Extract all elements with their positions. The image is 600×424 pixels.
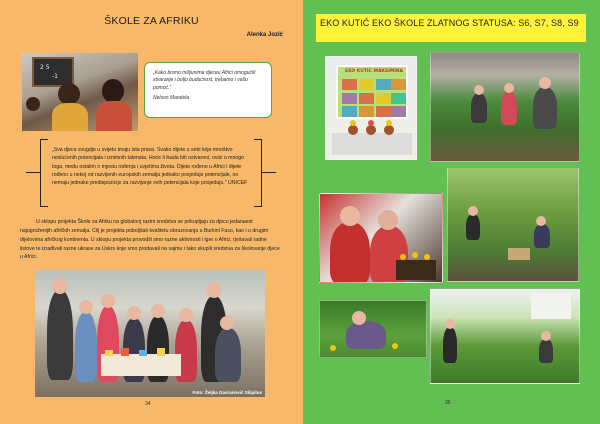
fair-table — [101, 354, 181, 376]
eco-corner-poster-photo — [325, 56, 417, 160]
article-author: Alenka Jozić — [246, 32, 283, 38]
children-classroom-photo — [22, 53, 138, 131]
garden-work-photo — [447, 167, 579, 282]
mandela-quote-box — [144, 62, 272, 118]
unicef-quote-text: „Sva djeca svugdje u svijetu imaju ista prava. Svako dijete u sebi krije mnoštvo neslućenih potencijala i iznimnih talenata. Hoće li ikada biti ostvareni, ovisi o mnogo toga, među ostalim o mjestu rođenja i uvjetima života. Dijete rođeno u Africi i dijete rođeno u nekoj od razvijenih europskih zemalja jednako posjeduje potencijale, no nemaju jednake predispozicije za razvijanje svih potencijala koje posjeduju." UNICEF — [52, 147, 248, 187]
photo-caption: Foto: Željka Gavranović Silipilus — [192, 390, 262, 395]
left-page-title: ŠKOLE ZA AFRIKU — [104, 15, 199, 27]
poster-title: EKO KUTIĆ MAKSIMIRA — [345, 69, 403, 74]
teachers-with-flowers-photo — [319, 193, 443, 283]
right-page-number: 35 — [445, 400, 451, 406]
right-page-header — [316, 14, 586, 42]
mandela-quote-author: Nelson Mandela — [153, 94, 190, 101]
left-page-number: 34 — [145, 401, 151, 407]
right-bracket — [254, 139, 262, 207]
bracket-connector-right — [262, 172, 276, 173]
unicef-quote-block — [40, 139, 262, 207]
left-bracket — [40, 139, 48, 207]
mandela-quote-text: „Kako bismo milijunima djeceu Africi omogućili stvaranje i bolju budućnost, trebamo i vašu pomoć." — [153, 70, 256, 91]
bracket-connector-left — [26, 172, 40, 173]
students-fair-photo — [35, 270, 265, 397]
backyard-garden-photo — [430, 288, 580, 384]
chalkboard: 2 5 -1 — [32, 57, 74, 87]
right-page-title: EKO KUTIĆ EKO ŠKOLE ZLATNOG STATUSA: S6, S7, S8, S9 — [320, 18, 579, 28]
eco-corner-poster — [336, 65, 408, 119]
students-planting-photo — [430, 52, 580, 162]
girl-planting-photo — [319, 300, 427, 358]
pot-table — [332, 133, 412, 155]
right-page — [303, 0, 600, 424]
article-body: U sklopu projekta Škole za Afriku na globalnoj razini sredstva se prikupljaju za djecu jedanaest najugroženijih afričkih zemalja. Cilj je projekta poboljšati kvalitetu obrazovanja u Burkini Faso, kao i u drugim dijelovima afričkog kontinenta. U sklopu projekta provodili smo razne aktivnosti i igre o Africi, rješavali radne listove te izrađivali razne ukrase za Uskrs koje smo prodavali na sajmu i tako skupili sredstva za školovanje djece u Africi. — [20, 219, 280, 261]
